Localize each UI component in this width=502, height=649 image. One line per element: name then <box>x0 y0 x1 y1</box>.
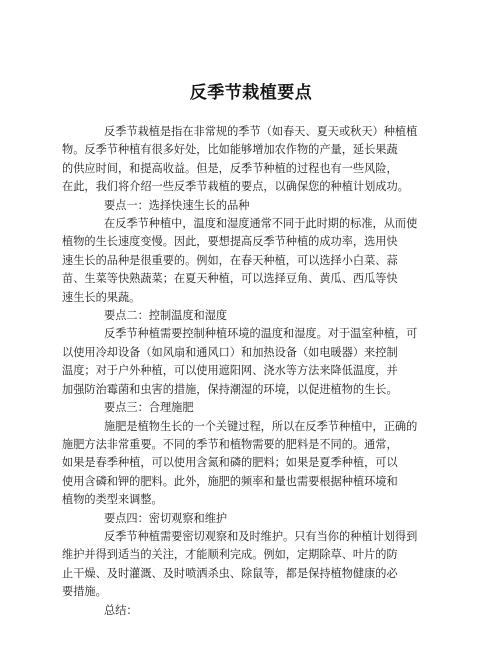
text-line: 使用含磷和钾的肥料。此外，施肥的频率和量也需要根据种植环境和 <box>62 474 398 488</box>
text-line: 以使用冷却设备（如风扇和通风口）和加热设备（如电暖器）来控制 <box>62 345 398 359</box>
text-line: 要点三：合理施肥 <box>104 401 194 415</box>
text-line: 要点一：选择快速生长的品种 <box>104 198 250 212</box>
text-line: 植物的类型来调整。 <box>62 493 163 507</box>
document-title: 反季节栽植要点 <box>189 83 313 103</box>
text-line: 苗、生菜等快熟蔬菜；在夏天种植，可以选择豆角、黄瓜、西瓜等快 <box>62 272 398 286</box>
text-line: 反季节种植需要密切观察和及时维护。只有当你的种植计划得到 <box>104 529 418 543</box>
text-line: 反季节栽植是指在非常规的季节（如春天、夏天或秋天）种植植 <box>104 125 418 138</box>
text-line: 物。反季节种植有很多好处，比如能够增加农作物的产量，延长果蔬 <box>62 143 398 157</box>
text-line: 要点二：控制温度和湿度 <box>104 309 228 323</box>
text-line: 反季节种植需要控制种植环境的温度和湿度。对于温室种植，可 <box>104 327 418 341</box>
document-body <box>62 123 452 620</box>
text-line: 施肥方法非常重要。不同的季节和植物需要的肥料是不同的。通常， <box>62 437 398 451</box>
text-line: 温度；对于户外种植，可以使用遮阳网、浇水等方法来降低温度，并 <box>62 364 398 378</box>
text-line: 在反季节种植中，温度和湿度通常不同于此时期的标准，从而使 <box>104 217 418 231</box>
text-line: 在此，我们将介绍一些反季节栽植的要点，以确保您的种植计划成功。 <box>62 180 409 194</box>
text-line: 速生长的品种是很重要的。例如，在春天种植，可以选择小白菜、蒜 <box>62 253 398 267</box>
text-line: 维护并得到适当的关注，才能顺利完成。例如，定期除草、叶片的防 <box>62 548 398 562</box>
text-line: 要措施。 <box>62 585 107 599</box>
text-line: 总结： <box>104 603 138 617</box>
text-line: 加强防治霉菌和虫害的措施，保持潮湿的环境，以促进植物的生长。 <box>62 382 398 396</box>
text-line: 植物的生长速度变慢。因此，要想提高反季节种植的成功率，选用快 <box>62 235 398 249</box>
text-line: 的供应时间，和提高收益。但是，反季节种植的过程也有一些风险， <box>62 161 398 175</box>
text-line: 如果是春季种植，可以使用含氮和磷的肥料；如果是夏季种植，可以 <box>62 456 398 470</box>
text-line: 施肥是植物生长的一个关键过程，所以在反季节种植中，正确的 <box>104 419 418 433</box>
text-line: 速生长的果蔬。 <box>62 290 141 304</box>
text-line: 止干燥、及时灌溉、及时喷洒杀虫、除鼠等，都是保持植物健康的必 <box>62 566 398 580</box>
text-line: 要点四：密切观察和维护 <box>104 511 228 525</box>
